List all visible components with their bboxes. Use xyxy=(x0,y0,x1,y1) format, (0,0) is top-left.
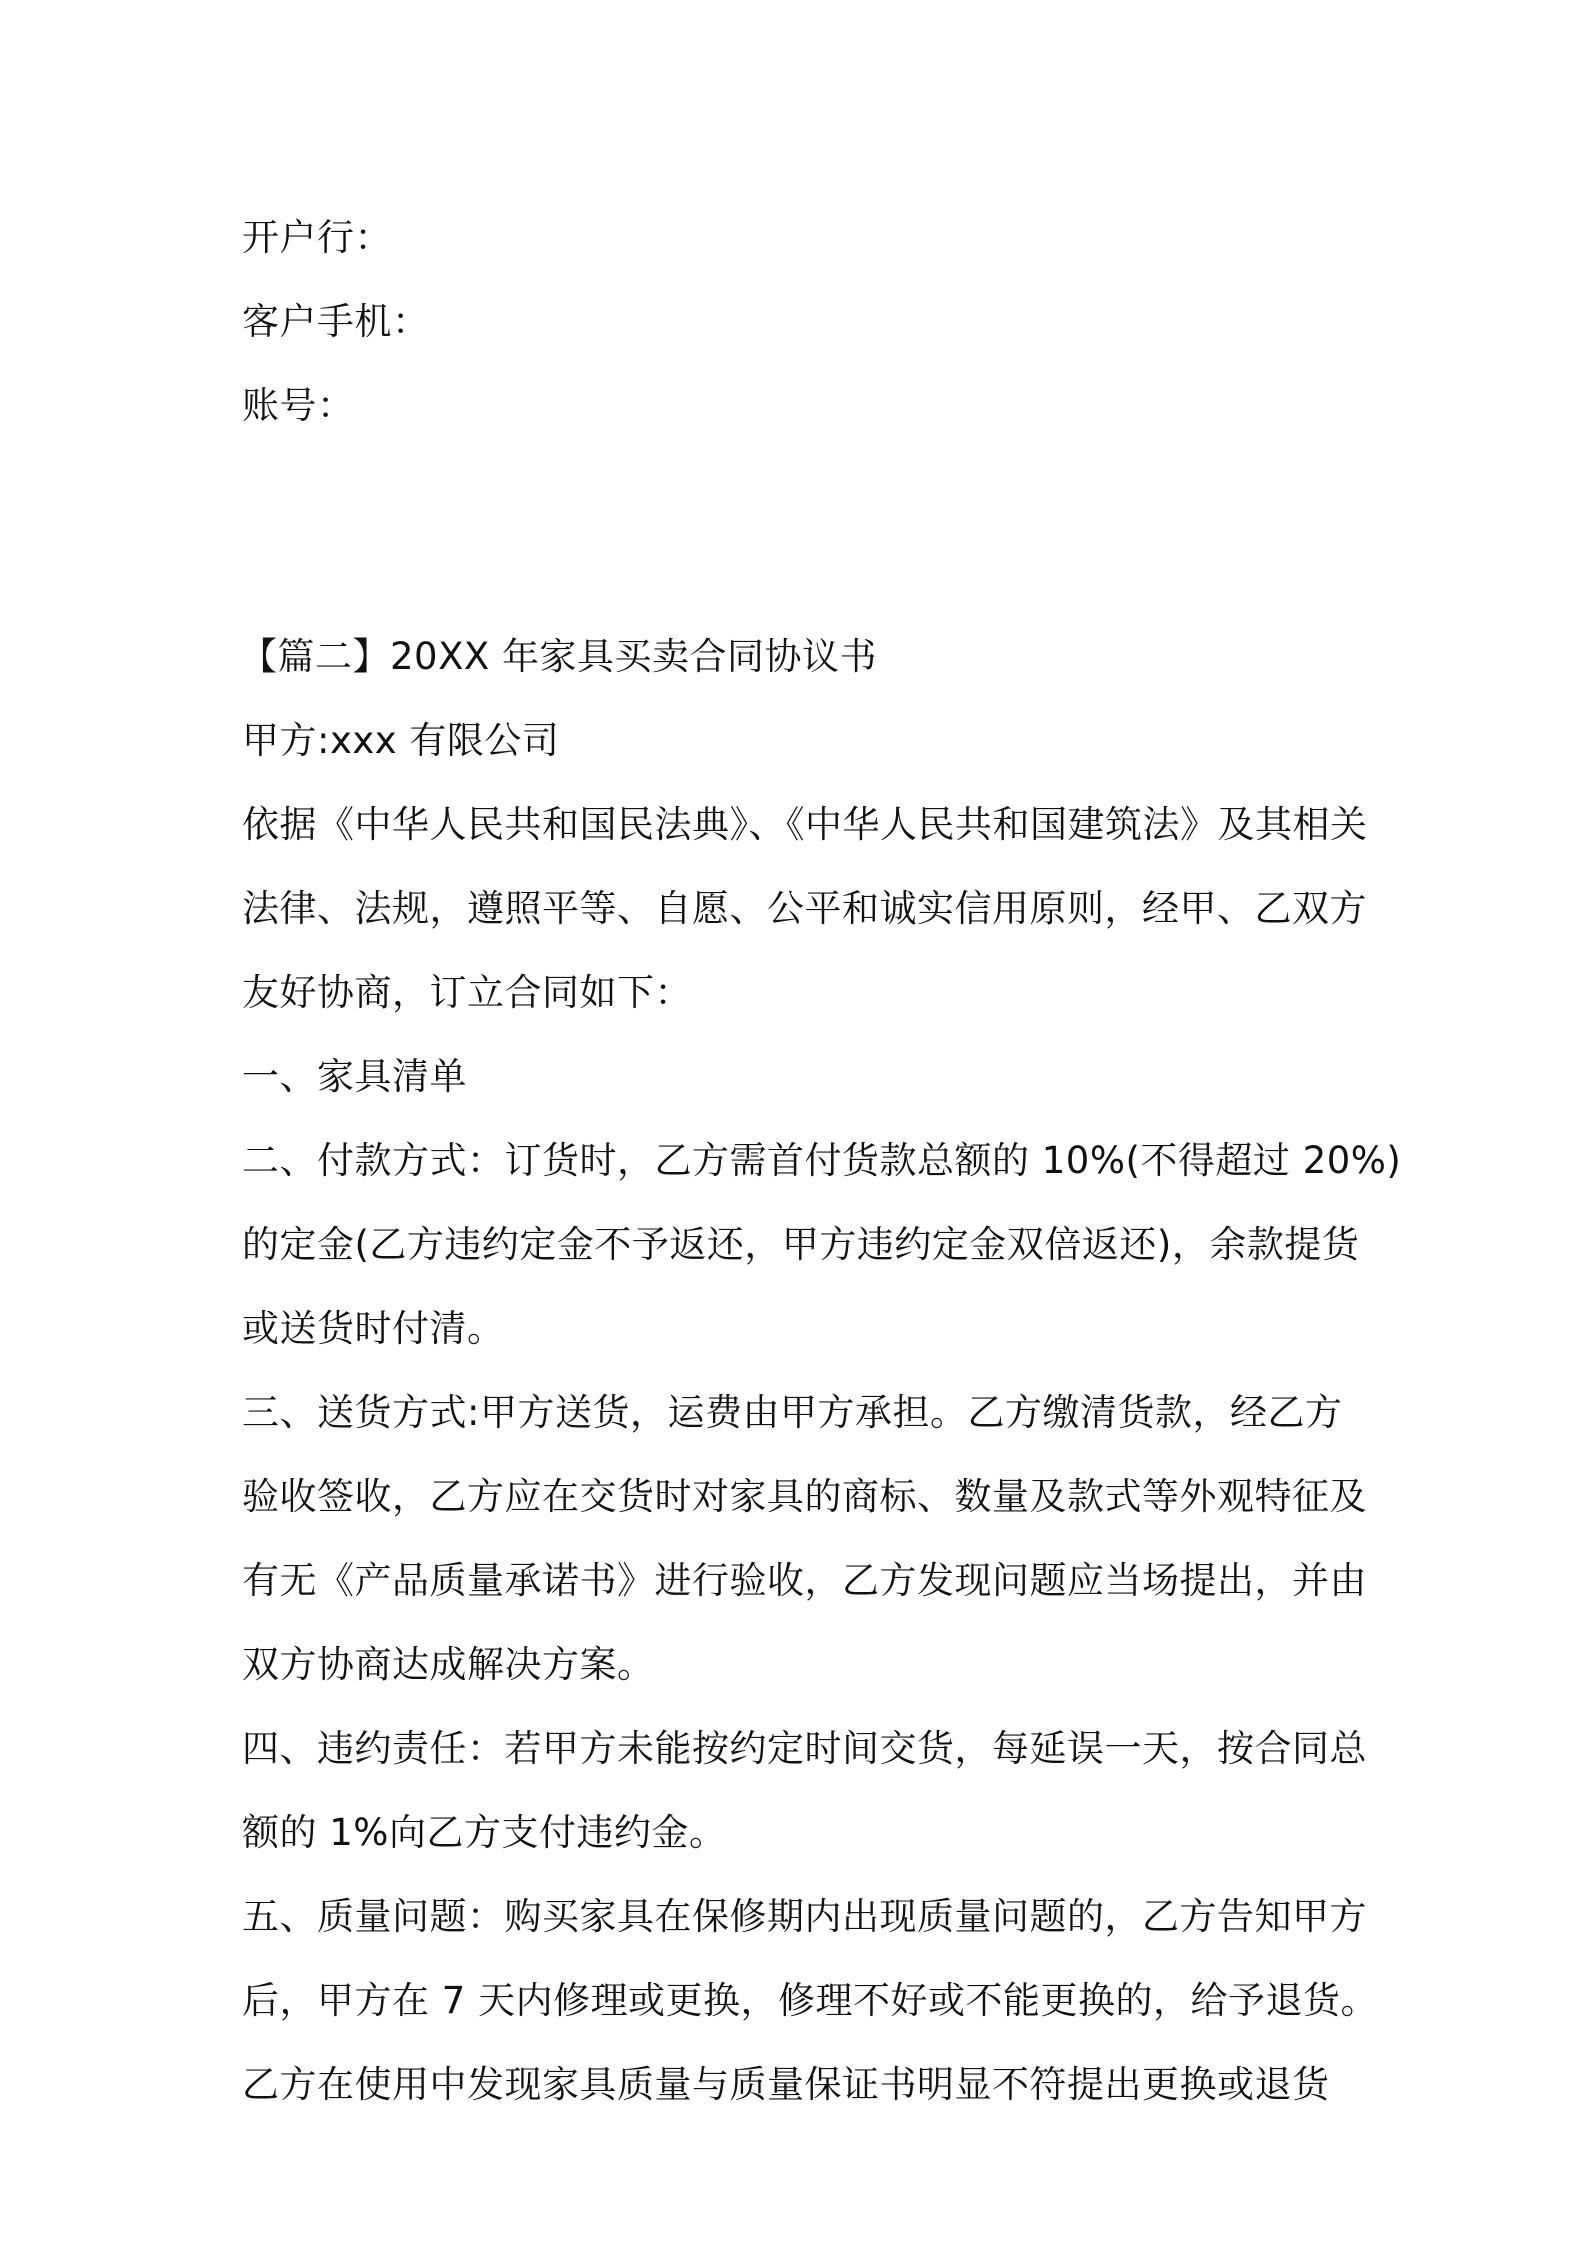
paragraph-line: 乙方在使用中发现家具质量与质量保证书明显不符提出更换或退货 xyxy=(242,2063,1330,2106)
paragraph-line: 二、付款方式：订货时，乙方需首付货款总额的 10%(不得超过 20%) xyxy=(242,1139,1402,1182)
paragraph-line: 五、质量问题：购买家具在保修期内出现质量问题的，乙方告知甲方 xyxy=(242,1895,1367,1938)
paragraph-line: 或送货时付清。 xyxy=(242,1307,505,1350)
phone-field-label: 客户手机： xyxy=(242,300,430,343)
section-spacer xyxy=(242,448,1362,615)
paragraph-line: 三、送货方式:甲方送货，运费由甲方承担。乙方缴清货款，经乙方 xyxy=(242,1391,1343,1434)
bank-field-label: 开户行： xyxy=(242,216,392,259)
paragraph-line: 一、家具清单 xyxy=(242,1055,467,1098)
paragraph-line: 四、违约责任：若甲方未能按约定时间交货，每延误一天，按合同总 xyxy=(242,1727,1367,1770)
paragraph-line: 验收签收，乙方应在交货时对家具的商标、数量及款式等外观特征及 xyxy=(242,1475,1367,1518)
account-field-label: 账号： xyxy=(242,384,355,427)
paragraph-line: 后，甲方在 7 天内修理或更换，修理不好或不能更换的，给予退货。 xyxy=(242,1979,1379,2022)
paragraph-line: 友好协商，订立合同如下： xyxy=(242,971,692,1014)
paragraph-line: 的定金(乙方违约定金不予返还，甲方违约定金双倍返还)，余款提货 xyxy=(242,1223,1360,1266)
document-body xyxy=(240,196,1402,2127)
paragraph-line: 依据《中华人民共和国民法典》、《中华人民共和国建筑法》及其相关 xyxy=(242,803,1368,846)
section-title: 【篇二】20XX 年家具买卖合同协议书 xyxy=(240,635,878,678)
paragraph-line: 法律、法规，遵照平等、自愿、公平和诚实信用原则，经甲、乙双方 xyxy=(242,887,1367,930)
paragraph-line: 额的 1%向乙方支付违约金。 xyxy=(242,1811,727,1854)
paragraph-line: 有无《产品质量承诺书》进行验收，乙方发现问题应当场提出，并由 xyxy=(242,1559,1367,1602)
paragraph-line: 甲方:xxx 有限公司 xyxy=(242,719,560,762)
paragraph-line: 双方协商达成解决方案。 xyxy=(242,1643,655,1686)
